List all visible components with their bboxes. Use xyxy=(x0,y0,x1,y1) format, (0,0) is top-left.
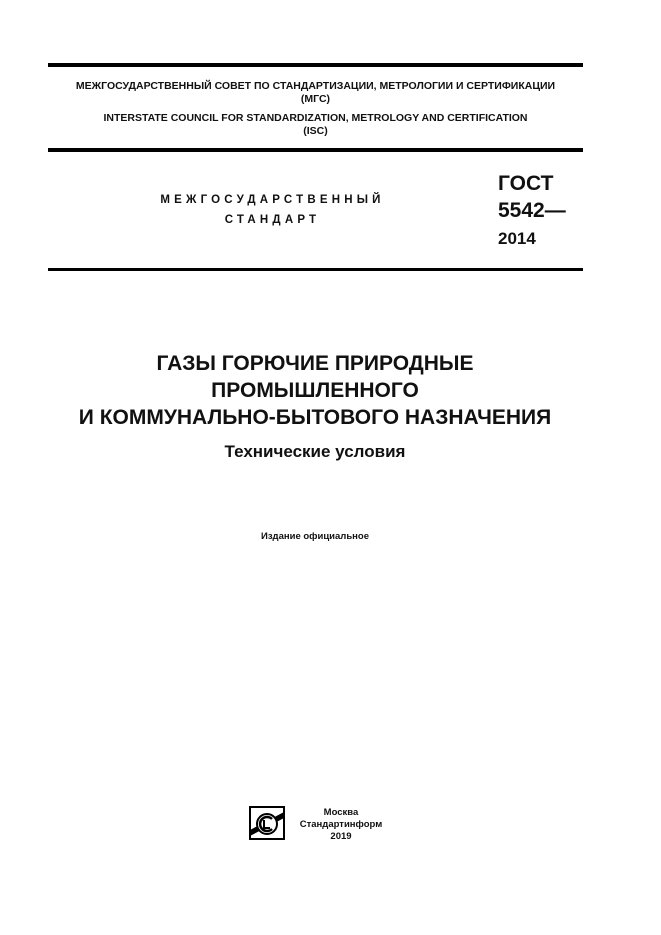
publisher-year: 2019 xyxy=(330,831,352,842)
council-abbr-ru: (МГС) xyxy=(300,93,331,105)
document-subtitle: Технические условия xyxy=(224,442,406,461)
top-rule xyxy=(48,63,583,67)
publisher-city: Москва xyxy=(323,807,359,818)
title-line2: ПРОМЫШЛЕННОГО xyxy=(211,379,419,402)
standard-number: 5542— xyxy=(498,199,566,222)
publisher-block xyxy=(296,807,386,843)
title-line3: И КОММУНАЛЬНО-БЫТОВОГО НАЗНАЧЕНИЯ xyxy=(78,406,552,429)
council-name-ru xyxy=(48,80,583,106)
council-name-en-text: INTERSTATE COUNCIL FOR STANDARDIZATION, METROLOGY AND CERTIFICATION xyxy=(103,112,528,124)
standard-prefix: ГОСТ xyxy=(498,172,554,195)
standard-kind-line1: МЕЖГОСУДАРСТВЕННЫЙ xyxy=(160,194,385,206)
standard-year: 2014 xyxy=(498,229,536,248)
council-name-en xyxy=(48,112,583,138)
title-line1: ГАЗЫ ГОРЮЧИЕ ПРИРОДНЫЕ xyxy=(156,352,474,375)
document-title xyxy=(40,350,590,431)
edition-note: Издание официальное xyxy=(261,531,369,542)
publisher-name: Стандартинформ xyxy=(299,819,383,830)
council-name-ru-text: МЕЖГОСУДАРСТВЕННЫЙ СОВЕТ ПО СТАНДАРТИЗАЦИИ, МЕТРОЛОГИИ И СЕРТИФИКАЦИИ xyxy=(75,80,556,92)
council-abbr-en: (ISC) xyxy=(303,125,328,137)
standard-designation xyxy=(498,170,566,252)
standard-kind xyxy=(140,190,405,230)
standard-kind-line2: СТАНДАРТ xyxy=(224,214,321,226)
standartinform-logo-icon xyxy=(249,806,285,840)
designation-rule xyxy=(48,268,583,271)
header-rule xyxy=(48,148,583,152)
